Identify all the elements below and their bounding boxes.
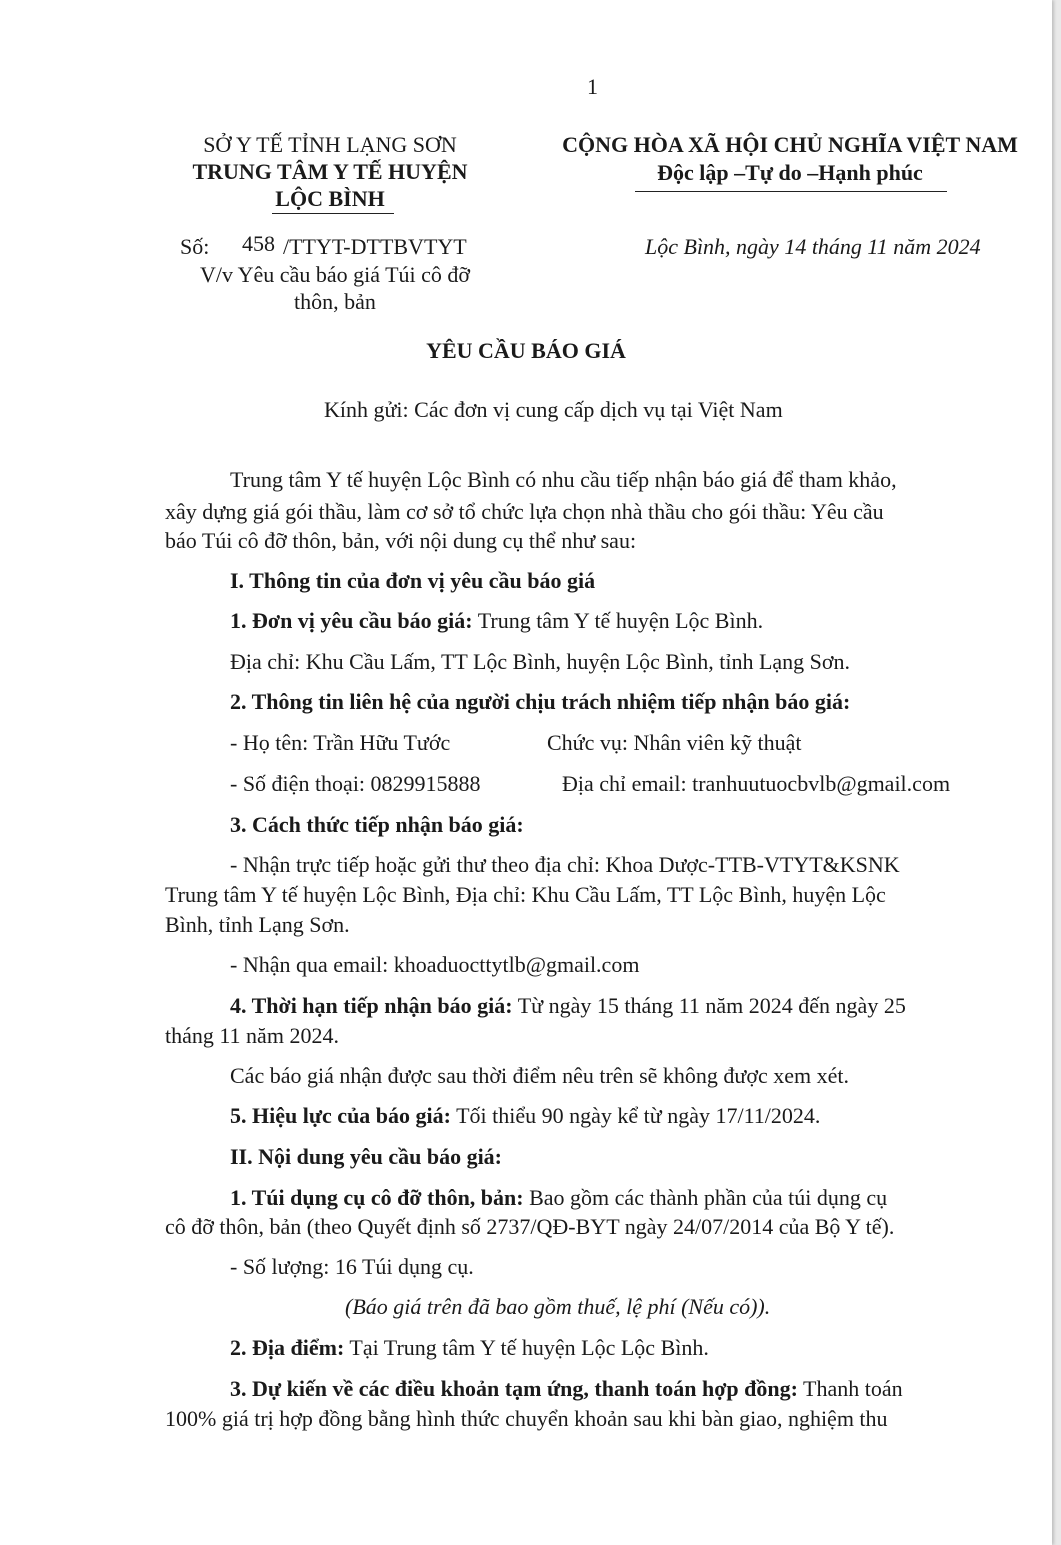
header-right-underline <box>635 191 947 192</box>
national-title: CỘNG HÒA XÃ HỘI CHỦ NGHĨA VIỆT NAM <box>562 132 1018 157</box>
section1-item4-value: Từ ngày 15 tháng 11 năm 2024 đến ngày 25 <box>517 993 906 1018</box>
section1-item4-value-cont: tháng 11 năm 2024. <box>165 1023 339 1048</box>
tax-note: (Báo giá trên đã bao gồm thuế, lệ phí (Nếu có)). <box>345 1294 771 1319</box>
section2-item1-label: 1. Túi dụng cụ cô đỡ thôn, bản: <box>230 1185 524 1210</box>
section1-item1-value: Trung tâm Y tế huyện Lộc Bình. <box>477 608 764 633</box>
section2-item1-value-cont: cô đỡ thôn, bản (theo Quyết định số 2737/QĐ-BYT ngày 24/07/2014 của Bộ Y tế). <box>165 1214 895 1239</box>
document-title: YÊU CẦU BÁO GIÁ <box>426 338 626 363</box>
place-date: Lộc Bình, ngày 14 tháng 11 năm 2024 <box>645 234 981 259</box>
section1-item5-value: Tối thiểu 90 ngày kể từ ngày 17/11/2024. <box>456 1103 821 1128</box>
section2-item3-value-cont: 100% giá trị hợp đồng bằng hình thức chuyển khoản sau khi bàn giao, nghiệm thu <box>165 1406 888 1431</box>
recipient: Kính gửi: Các đơn vị cung cấp dịch vụ tại Việt Nam <box>324 397 783 422</box>
receive-direct-line1: - Nhận trực tiếp hoặc gửi thư theo địa chỉ: Khoa Dược-TTB-VTYT&KSNK <box>230 852 900 877</box>
page-number: 1 <box>587 74 598 99</box>
contact-name: - Họ tên: Trần Hữu Tước <box>230 730 451 755</box>
contact-email: Địa chỉ email: tranhuutuocbvlb@gmail.com <box>562 771 951 796</box>
section2-item2-value: Tại Trung tâm Y tế huyện Lộc Lộc Bình. <box>349 1335 709 1360</box>
intro-line3: báo Túi cô đỡ thôn, bản, với nội dung cụ thể như sau: <box>165 528 637 553</box>
receive-direct-line2: Trung tâm Y tế huyện Lộc Bình, Địa chỉ: Khu Cầu Lấm, TT Lộc Bình, huyện Lộc <box>165 882 886 907</box>
intro-line1: Trung tâm Y tế huyện Lộc Bình có nhu cầu tiếp nhận báo giá để tham khảo, <box>230 467 897 492</box>
section1-address: Địa chỉ: Khu Cầu Lấm, TT Lộc Bình, huyện Lộc Bình, tỉnh Lạng Sơn. <box>230 649 851 674</box>
section2-item1 <box>230 1183 887 1213</box>
section1-item1 <box>230 606 763 636</box>
section1-item3-label: 3. Cách thức tiếp nhận báo giá: <box>230 812 524 837</box>
subject-line1: V/v Yêu cầu báo giá Túi cô đỡ <box>199 262 471 287</box>
doc-number-value: 458 <box>242 231 275 256</box>
section2-item1-value: Bao gồm các thành phần của túi dụng cụ <box>529 1185 888 1210</box>
header-left-underline <box>272 213 394 214</box>
contact-position: Chức vụ: Nhân viên kỹ thuật <box>547 730 802 755</box>
section1-item1-label: 1. Đơn vị yêu cầu báo giá: <box>230 608 473 633</box>
section1-item5-label: 5. Hiệu lực của báo giá: <box>230 1103 451 1128</box>
section2-item3-label: 3. Dự kiến về các điều khoản tạm ứng, thanh toán hợp đồng: <box>230 1376 798 1401</box>
issuing-agency-line2: LỘC BÌNH <box>275 186 385 211</box>
issuing-department: SỞ Y TẾ TỈNH LẠNG SƠN <box>203 132 457 157</box>
section1-heading: I. Thông tin của đơn vị yêu cầu báo giá <box>230 568 596 593</box>
subject-line2: thôn, bản <box>294 289 376 314</box>
section1-item2-label: 2. Thông tin liên hệ của người chịu trách nhiệm tiếp nhận báo giá: <box>230 689 851 714</box>
doc-number-suffix: /TTYT-DTTBVTYT <box>283 234 467 259</box>
quantity: - Số lượng: 16 Túi dụng cụ. <box>230 1254 474 1279</box>
section1-item4-label: 4. Thời hạn tiếp nhận báo giá: <box>230 993 513 1018</box>
section2-heading: II. Nội dung yêu cầu báo giá: <box>230 1144 503 1169</box>
late-note: Các báo giá nhận được sau thời điểm nêu trên sẽ không được xem xét. <box>230 1063 849 1088</box>
contact-phone: - Số điện thoại: 0829915888 <box>230 771 481 796</box>
section2-item3-value: Thanh toán <box>803 1376 903 1401</box>
section1-item5 <box>230 1101 820 1131</box>
section2-item2 <box>230 1333 709 1363</box>
national-motto: Độc lập –Tự do –Hạnh phúc <box>657 160 923 185</box>
section1-item4 <box>230 991 906 1021</box>
receive-direct-line3: Bình, tỉnh Lạng Sơn. <box>165 912 350 937</box>
doc-number-prefix: Số: <box>180 234 210 259</box>
issuing-agency-line1: TRUNG TÂM Y TẾ HUYỆN <box>192 159 468 184</box>
section2-item3 <box>230 1374 903 1404</box>
section2-item2-label: 2. Địa điểm: <box>230 1335 345 1360</box>
receive-email: - Nhận qua email: khoaduocttytlb@gmail.com <box>230 952 640 977</box>
intro-line2: xây dựng giá gói thầu, làm cơ sở tổ chức lựa chọn nhà thầu cho gói thầu: Yêu cầu <box>165 499 884 524</box>
